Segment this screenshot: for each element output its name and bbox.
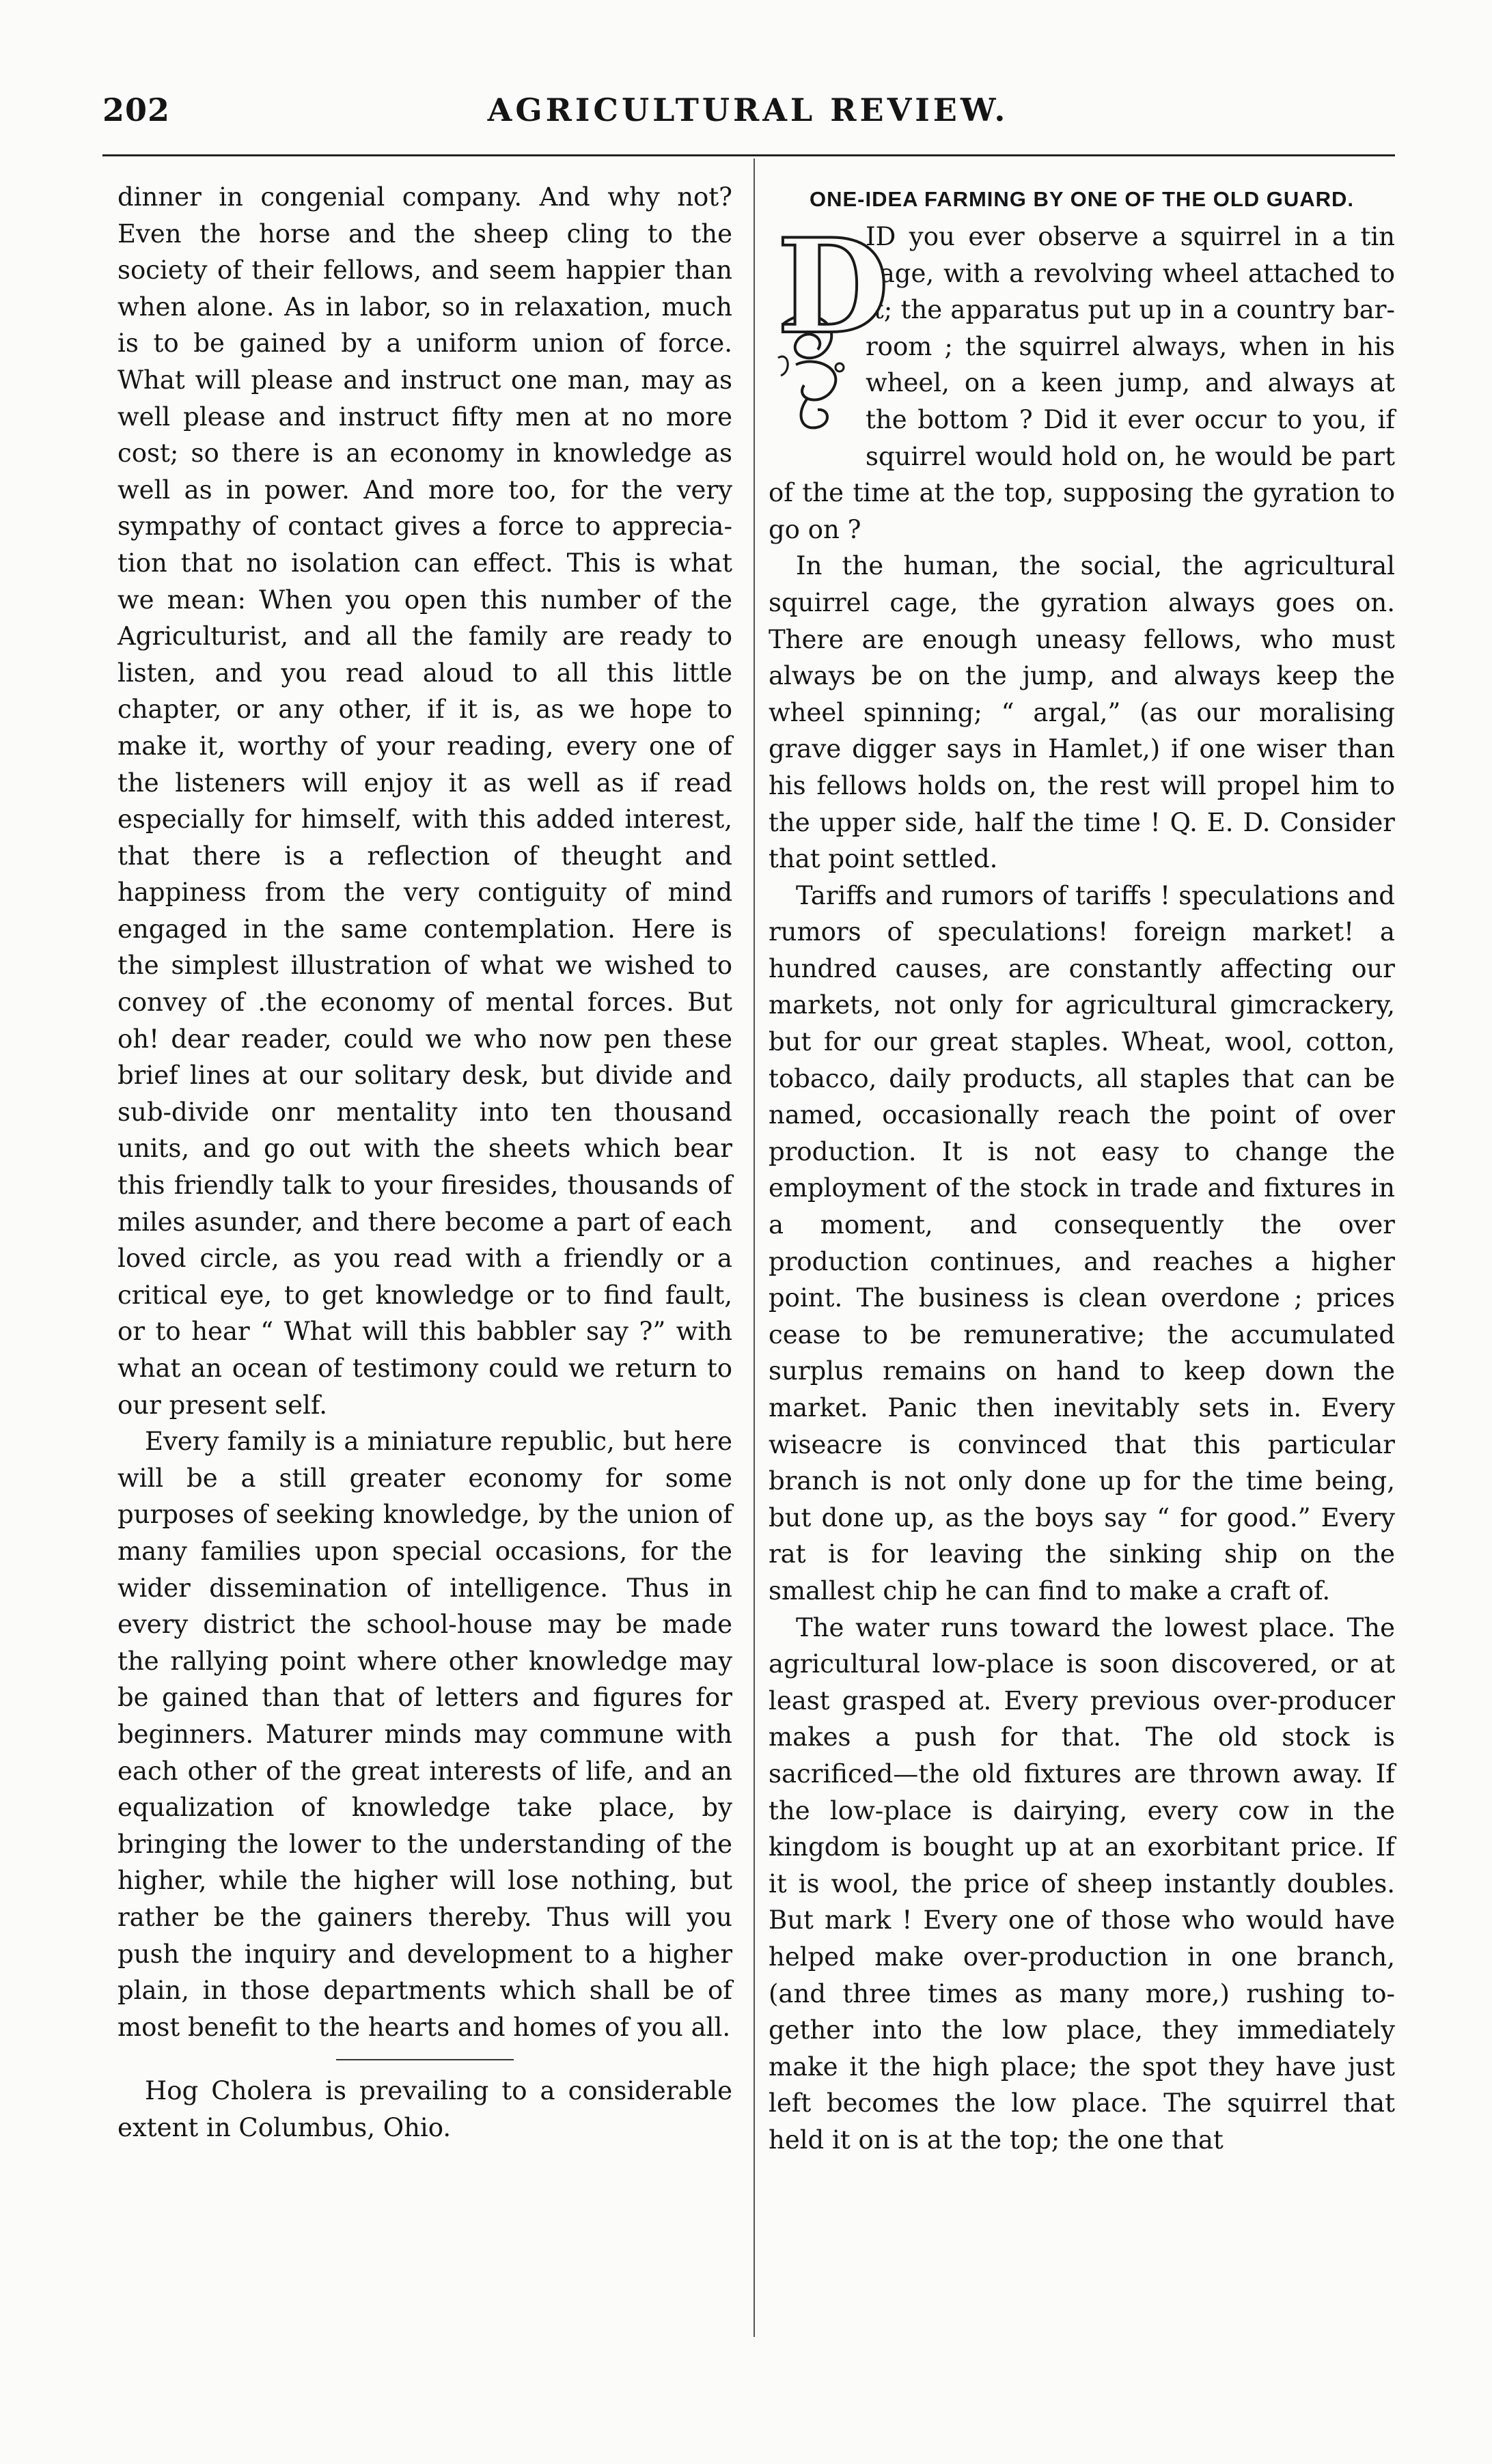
right-column [769,179,1395,2158]
left-column [118,179,732,2146]
body-paragraph: Tariffs and rumors of tariffs ! speculations and rumors of speculations! foreign market! a hundred causes, are constantly affecting our markets, not only for agricultural gimcrackery, but for our great staples. Wheat, wool, cotton, tobacco, daily products, all staples that can be named, occasionally reach the point of over production. It is not easy to change the employment of the stock in trade and fixtures in a moment, and consequently the over production continues, and reaches a higher point. The business is clean overdone ; prices cease to be remunerative; the accumulated surplus remains on hand to keep down the market. Panic then inevitably sets in. Every wiseacre is convinced that this particular branch is not only done up for the time being, but done up, as the boys say “ for good.” Every rat is for leaving the sinking ship on the smallest chip he can find to make a craft of. [769,880,1395,1606]
body-paragraph: The water runs toward the lowest place. The agricultural low-place is soon discovered, or at least grasped at. Every previous over-producer makes a push for that. The old stock is sacrificed—the old fixtures are thrown away. If the low-place is dairying, every cow in the kingdom is bought up at an exorbitant price. If it is wool, the price of sheep instantly doubles. But mark ! Every one of those who would have helped make over-production in one branch, (and three times as many more,) rushing together into the low place, they immediately make it the high place; the spot they have just left becomes the low place. The squirrel that held it on is at the top; the one that [769,1612,1395,2155]
running-head: AGRICULTURAL REVIEW. [487,92,1009,128]
body-paragraph: Every family is a miniature republic, but here will be a still greater economy for some purposes of seeking knowledge, by the union of many families upon special occasions, for the wider dissemination of intelligence. Thus in every district the school-house may be made the rallying point where other knowledge may be gained than that of letters and figures for beginners. Maturer minds may commune with each other of the great interests of life, and an equalization of knowledge take place, by bringing the lower to the understanding of the higher, while the higher will lose nothing, but rather be the gainers thereby. Thus will you push the inquiry and development to a higher plain, in those departments which shall be of most benefit to the hearts and homes of you all. [118,1427,732,2042]
body-paragraph: In the human, the social, the agricultural squirrel cage, the gyration always goes on. There are enough uneasy fellows, who must always be on the jump, and always keep the wheel spinning; “ argal,” (as our moralising grave digger says in Hamlet,) if one wiser than his fellows holds on, the rest will propel him to the upper side, half the time ! Q. E. D. Consider that point settled. [769,551,1395,874]
page-number: 202 [102,92,171,128]
header-rule [102,154,1395,156]
column-divider [754,158,755,2337]
news-item: Hog Cholera is prevailing to a considerable extent in Columbus, Ohio. [118,2076,732,2142]
body-paragraph: ID you ever observe a squirrel in a tin cage, with a revolving wheel attached to it; the apparatus put up in a country bar-room ; the squirrel always, when in his wheel, on a keen jump, and always at the bottom ? Did it ever occur to you, if squirrel would hold on, he would be part of the time at the top, supposing the gyration to go on ? [769,222,1395,544]
drop-cap-letter: D [777,210,889,363]
drop-cap [769,210,889,440]
article-title: ONE-IDEA FARMING BY ONE OF THE OLD GUARD. [809,187,1355,211]
body-paragraph: dinner in congenial company. And why not? Even the horse and the sheep cling to the society of their fellows, and seem happier than when alone. As in labor, so in relaxation, much is to be gained by a uniform union of force. What will please and instruct one man, may as well please and instruct fifty men at no more cost; so there is an economy in knowledge as well as in power. And more too, for the very sympathy of contact gives a force to appreciation that no isolation can effect. This is what we mean: When you open this number of the Agriculturist, and all the family are ready to listen, and you read aloud to all this little chapter, or any other, if it is, as we hope to make it, worthy of your reading, every one of the listeners will enjoy it as well as if read especially for himself, with this added interest, that there is a reflection of theught and happiness from the very contiguity of mind engaged in the same contemplation. Here is the simplest illustration of what we wished to convey of .the economy of mental forces. But oh! dear reader, could we who now pen these brief lines at our solitary desk, but divide and sub-divide onr mentality into ten thousand units, and go out with the sheets which bear this friendly talk to your firesides, thousands of miles asunder, and there become a part of each loved circle, as you read with a friendly or a critical eye, to get knowledge or to find fault, or to hear “ What will this babbler say ?” with what an ocean of testimony could we return to our present self. [118,182,732,1420]
page-header [102,81,1394,142]
section-separator [336,2059,514,2060]
